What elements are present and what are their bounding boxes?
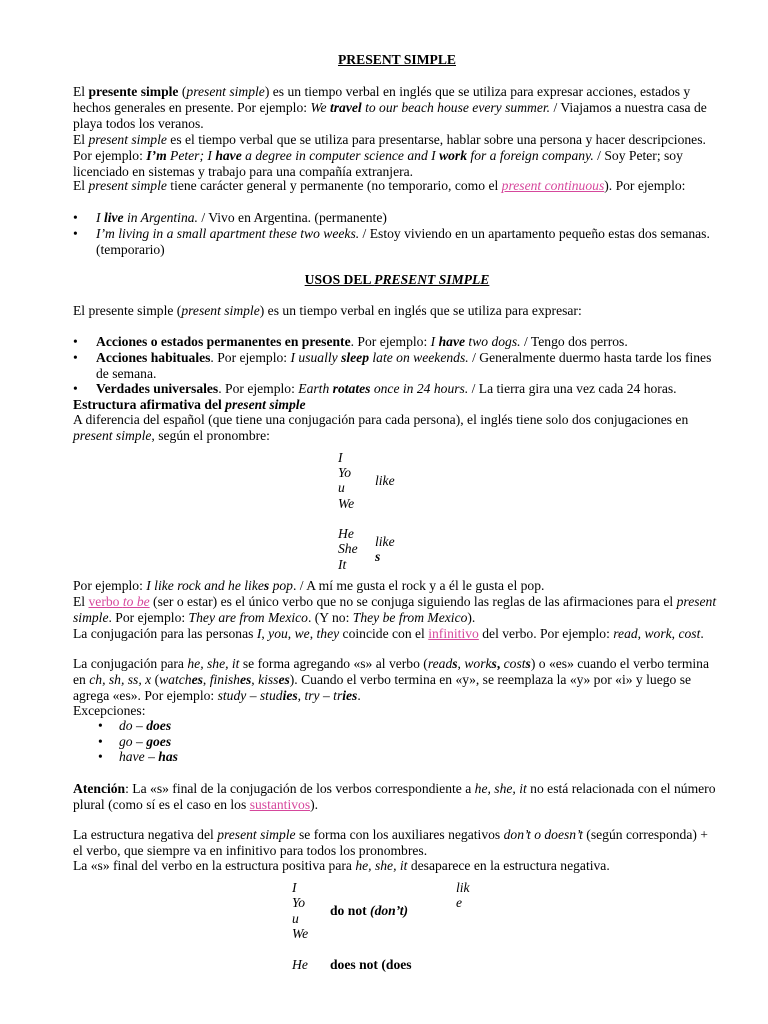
bullet-icon: •: [73, 334, 78, 349]
bullet-icon: •: [73, 226, 78, 241]
verbo-to-be-link[interactable]: verbo to be: [88, 594, 150, 609]
list-item: • Acciones o estados permanentes en presente. Por ejemplo: I have two dogs. / Tengo dos perros.: [73, 334, 628, 349]
verb-form: e: [456, 895, 463, 910]
intro-paragraph-2: El present simple es el tiempo verbal que se utiliza para presentarse, hablar sobre una persona y hacer descripciones. Por ejemplo: I’m Peter; I have a degree in computer science and I work for a foreign company. / Soy Peter; soy licenciado en sistemas y trabajo para una compañía extranjera.: [73, 132, 706, 179]
negative-auxiliary: do not (don’t): [330, 903, 409, 918]
bullet-icon: •: [98, 749, 103, 764]
estructura-paragraph: A diferencia del español (que tiene una conjugación para cada persona), el inglés tiene solo dos conjugaciones en present simple, según el pronombre:: [73, 412, 689, 443]
bullet-icon: •: [98, 734, 103, 749]
negative-auxiliary: does not (does: [330, 957, 412, 972]
bullet-icon: •: [73, 350, 78, 365]
list-item: • do – does: [98, 718, 172, 733]
pronoun: Yo: [338, 465, 352, 480]
list-item: • have – has: [98, 749, 178, 764]
pronoun: I: [338, 450, 343, 465]
usos-intro: El presente simple (present simple) es un tiempo verbal en inglés que se utiliza para expresar:: [73, 303, 582, 318]
afirm-third-person: La conjugación para he, she, it se forma agregando «s» al verbo (reads, works, costs) o «es» cuando el verbo termina en ch, sh, ss, x (watches, finishes, kisses). Cuando el verbo termina en «y», se reemplaza la «y» por «i» y luego se agrega «es». Por ejemplo: study – studies, try – tries.: [73, 656, 709, 703]
sustantivos-link[interactable]: sustantivos: [249, 797, 311, 812]
pronoun: u: [338, 480, 345, 495]
infinitivo-link[interactable]: infinitivo: [428, 626, 479, 641]
list-item: • I live in Argentina. / Vivo en Argentina. (permanente): [73, 210, 387, 225]
bullet-icon: •: [98, 718, 103, 733]
pronoun: Yo: [292, 895, 306, 910]
list-item: • go – goes: [98, 734, 172, 749]
verb-suffix: s: [375, 549, 381, 564]
afirm-infinitivo: La conjugación para las personas I, you, we, they coincide con el infinitivo del verbo. Por ejemplo: read, work, cost.: [73, 626, 704, 641]
pronoun: We: [292, 926, 309, 941]
list-item: • I’m living in a small apartment these two weeks. / Estoy viviendo en un apartamento pequeño estas dos semanas. (temporario): [73, 226, 710, 257]
intro-paragraph-1: El presente simple (present simple) es un tiempo verbal en inglés que se utiliza para expresar acciones, estados y hechos generales en presente. Por ejemplo: We travel to our beach house every summer. / Viajamos a nuestra casa de playa todos los veranos.: [73, 84, 707, 131]
verb-form: like: [375, 473, 395, 488]
atencion-note: Atención: La «s» final de la conjugación de los verbos correspondiente a he, she, it no está relacionada con el número plural (como sí es el caso en los sustantivos).: [73, 781, 716, 812]
estructura-heading: Estructura afirmativa del present simple: [73, 397, 306, 412]
pronoun: We: [338, 496, 355, 511]
pronoun: He: [292, 957, 308, 972]
excepciones-label: Excepciones:: [73, 703, 146, 718]
negativa-paragraph: La estructura negativa del present simple se forma con los auxiliares negativos don’t o doesn’t (según corresponda) + el verbo, que siempre va en infinitivo para todos los pronombres.: [73, 827, 708, 858]
list-item: • Acciones habituales. Por ejemplo: I usually sleep late on weekends. / Generalmente duermo hasta tarde los fines de semana.: [73, 350, 712, 381]
page-title: PRESENT SIMPLE: [338, 52, 456, 67]
pronoun: u: [292, 911, 299, 926]
intro-paragraph-3: El present simple tiene carácter general y permanente (no temporario, como el present continuous). Por ejemplo:: [73, 178, 686, 193]
afirm-example: Por ejemplo: I like rock and he likes pop. / A mí me gusta el rock y a él le gusta el pop.: [73, 578, 545, 593]
pronoun: I: [292, 880, 297, 895]
verb-form: like: [375, 534, 395, 549]
present-continuous-link[interactable]: present continuous: [501, 178, 605, 193]
verb-form: lik: [456, 880, 470, 895]
bullet-icon: •: [73, 381, 78, 396]
negativa-note: La «s» final del verbo en la estructura positiva para he, she, it desaparece en la estructura negativa.: [73, 858, 610, 873]
pronoun: She: [338, 541, 358, 556]
pronoun: It: [338, 557, 347, 572]
bullet-icon: •: [73, 210, 78, 225]
list-item: • Verdades universales. Por ejemplo: Earth rotates once in 24 hours. / La tierra gira una vez cada 24 horas.: [73, 381, 677, 396]
section-title-usos: USOS DEL PRESENT SIMPLE: [304, 272, 490, 287]
afirm-to-be: El verbo to be (ser o estar) es el único verbo que no se conjuga siguiendo las reglas de las afirmaciones para el present simple. Por ejemplo: They are from Mexico. (Y no: They be from Mexico).: [73, 594, 717, 625]
pronoun: He: [338, 526, 354, 541]
